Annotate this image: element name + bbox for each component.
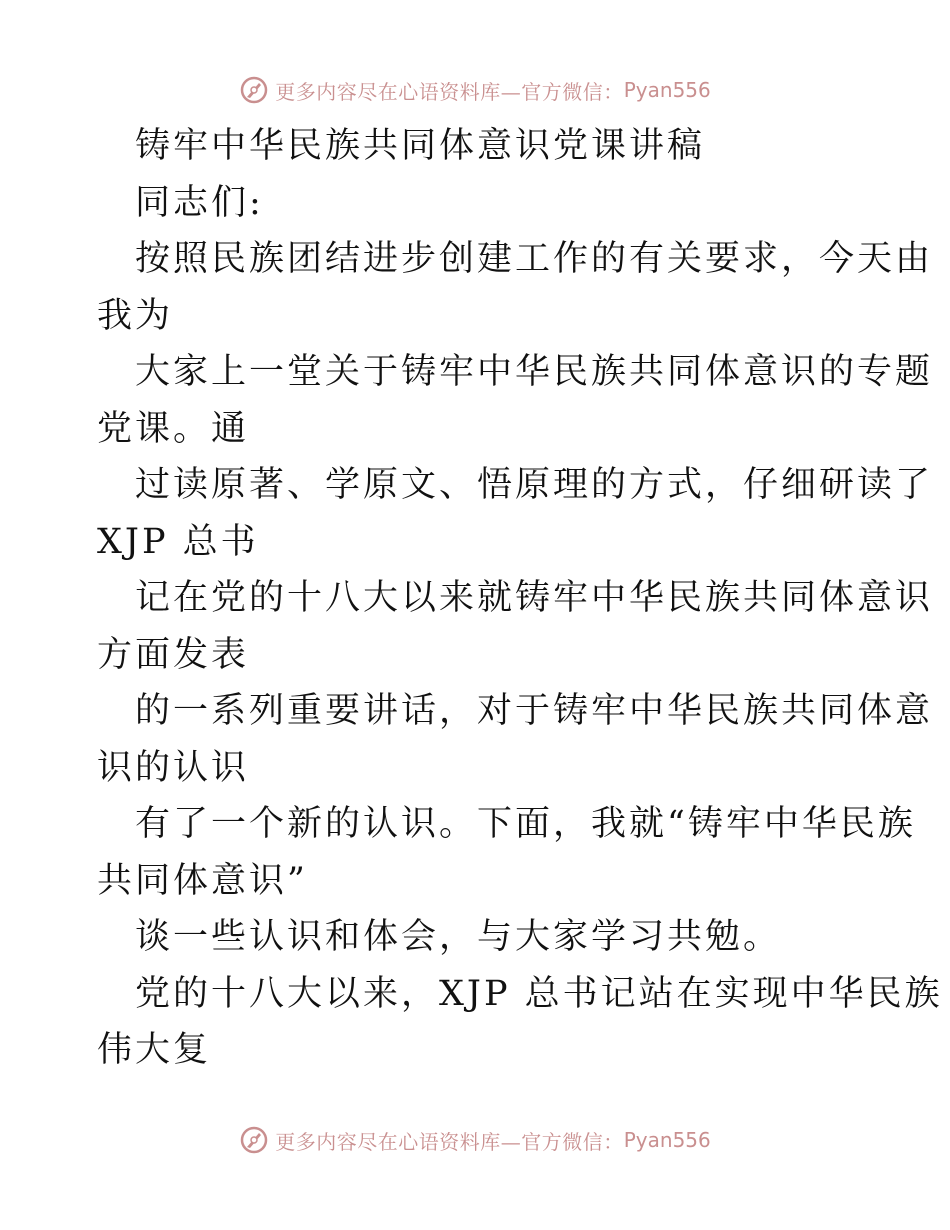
text-line: 识的认识 <box>97 747 250 788</box>
text-line: XJP 总书 <box>97 521 259 562</box>
text-line: 我为 <box>97 295 174 336</box>
document-title: 铸牢中华民族共同体意识党课讲稿 <box>135 126 706 166</box>
quill-circle-icon <box>239 75 269 105</box>
text-line: 记在党的十八大以来就铸牢中华民族共同体意识 <box>135 578 934 618</box>
watermark-footer <box>0 1120 950 1160</box>
text-line: 方面发表 <box>97 634 250 675</box>
text-line: 共同体意识” <box>97 860 308 901</box>
text-line: 伟大复 <box>97 1030 212 1070</box>
watermark-wechat-id: Pyan556 <box>623 78 711 102</box>
text-line: 的一系列重要讲话，对于铸牢中华民族共同体意 <box>135 691 934 731</box>
text-line: 过读原著、学原文、悟原理的方式，仔细研读了 <box>135 465 934 505</box>
quill-circle-icon <box>239 1125 269 1155</box>
document-body <box>97 118 943 1079</box>
watermark-wechat-id: Pyan556 <box>623 1128 711 1152</box>
salutation: 同志们: <box>135 182 264 223</box>
text-line: 党课。通 <box>97 408 250 449</box>
watermark-header <box>0 70 950 110</box>
text-line: 谈一些认识和体会，与大家学习共勉。 <box>135 917 782 957</box>
text-line: 有了一个新的认识。下面，我就“铸牢中华民族 <box>135 804 916 844</box>
text-line: 党的十八大以来，XJP 总书记站在实现中华民族 <box>135 973 943 1014</box>
text-line: 大家上一堂关于铸牢中华民族共同体意识的专题 <box>135 352 934 392</box>
text-line: 按照民族团结进步创建工作的有关要求，今天由 <box>135 239 934 279</box>
watermark-text: 更多内容尽在心语资料库—官方微信： <box>275 79 624 104</box>
watermark-text: 更多内容尽在心语资料库—官方微信： <box>275 1129 624 1154</box>
